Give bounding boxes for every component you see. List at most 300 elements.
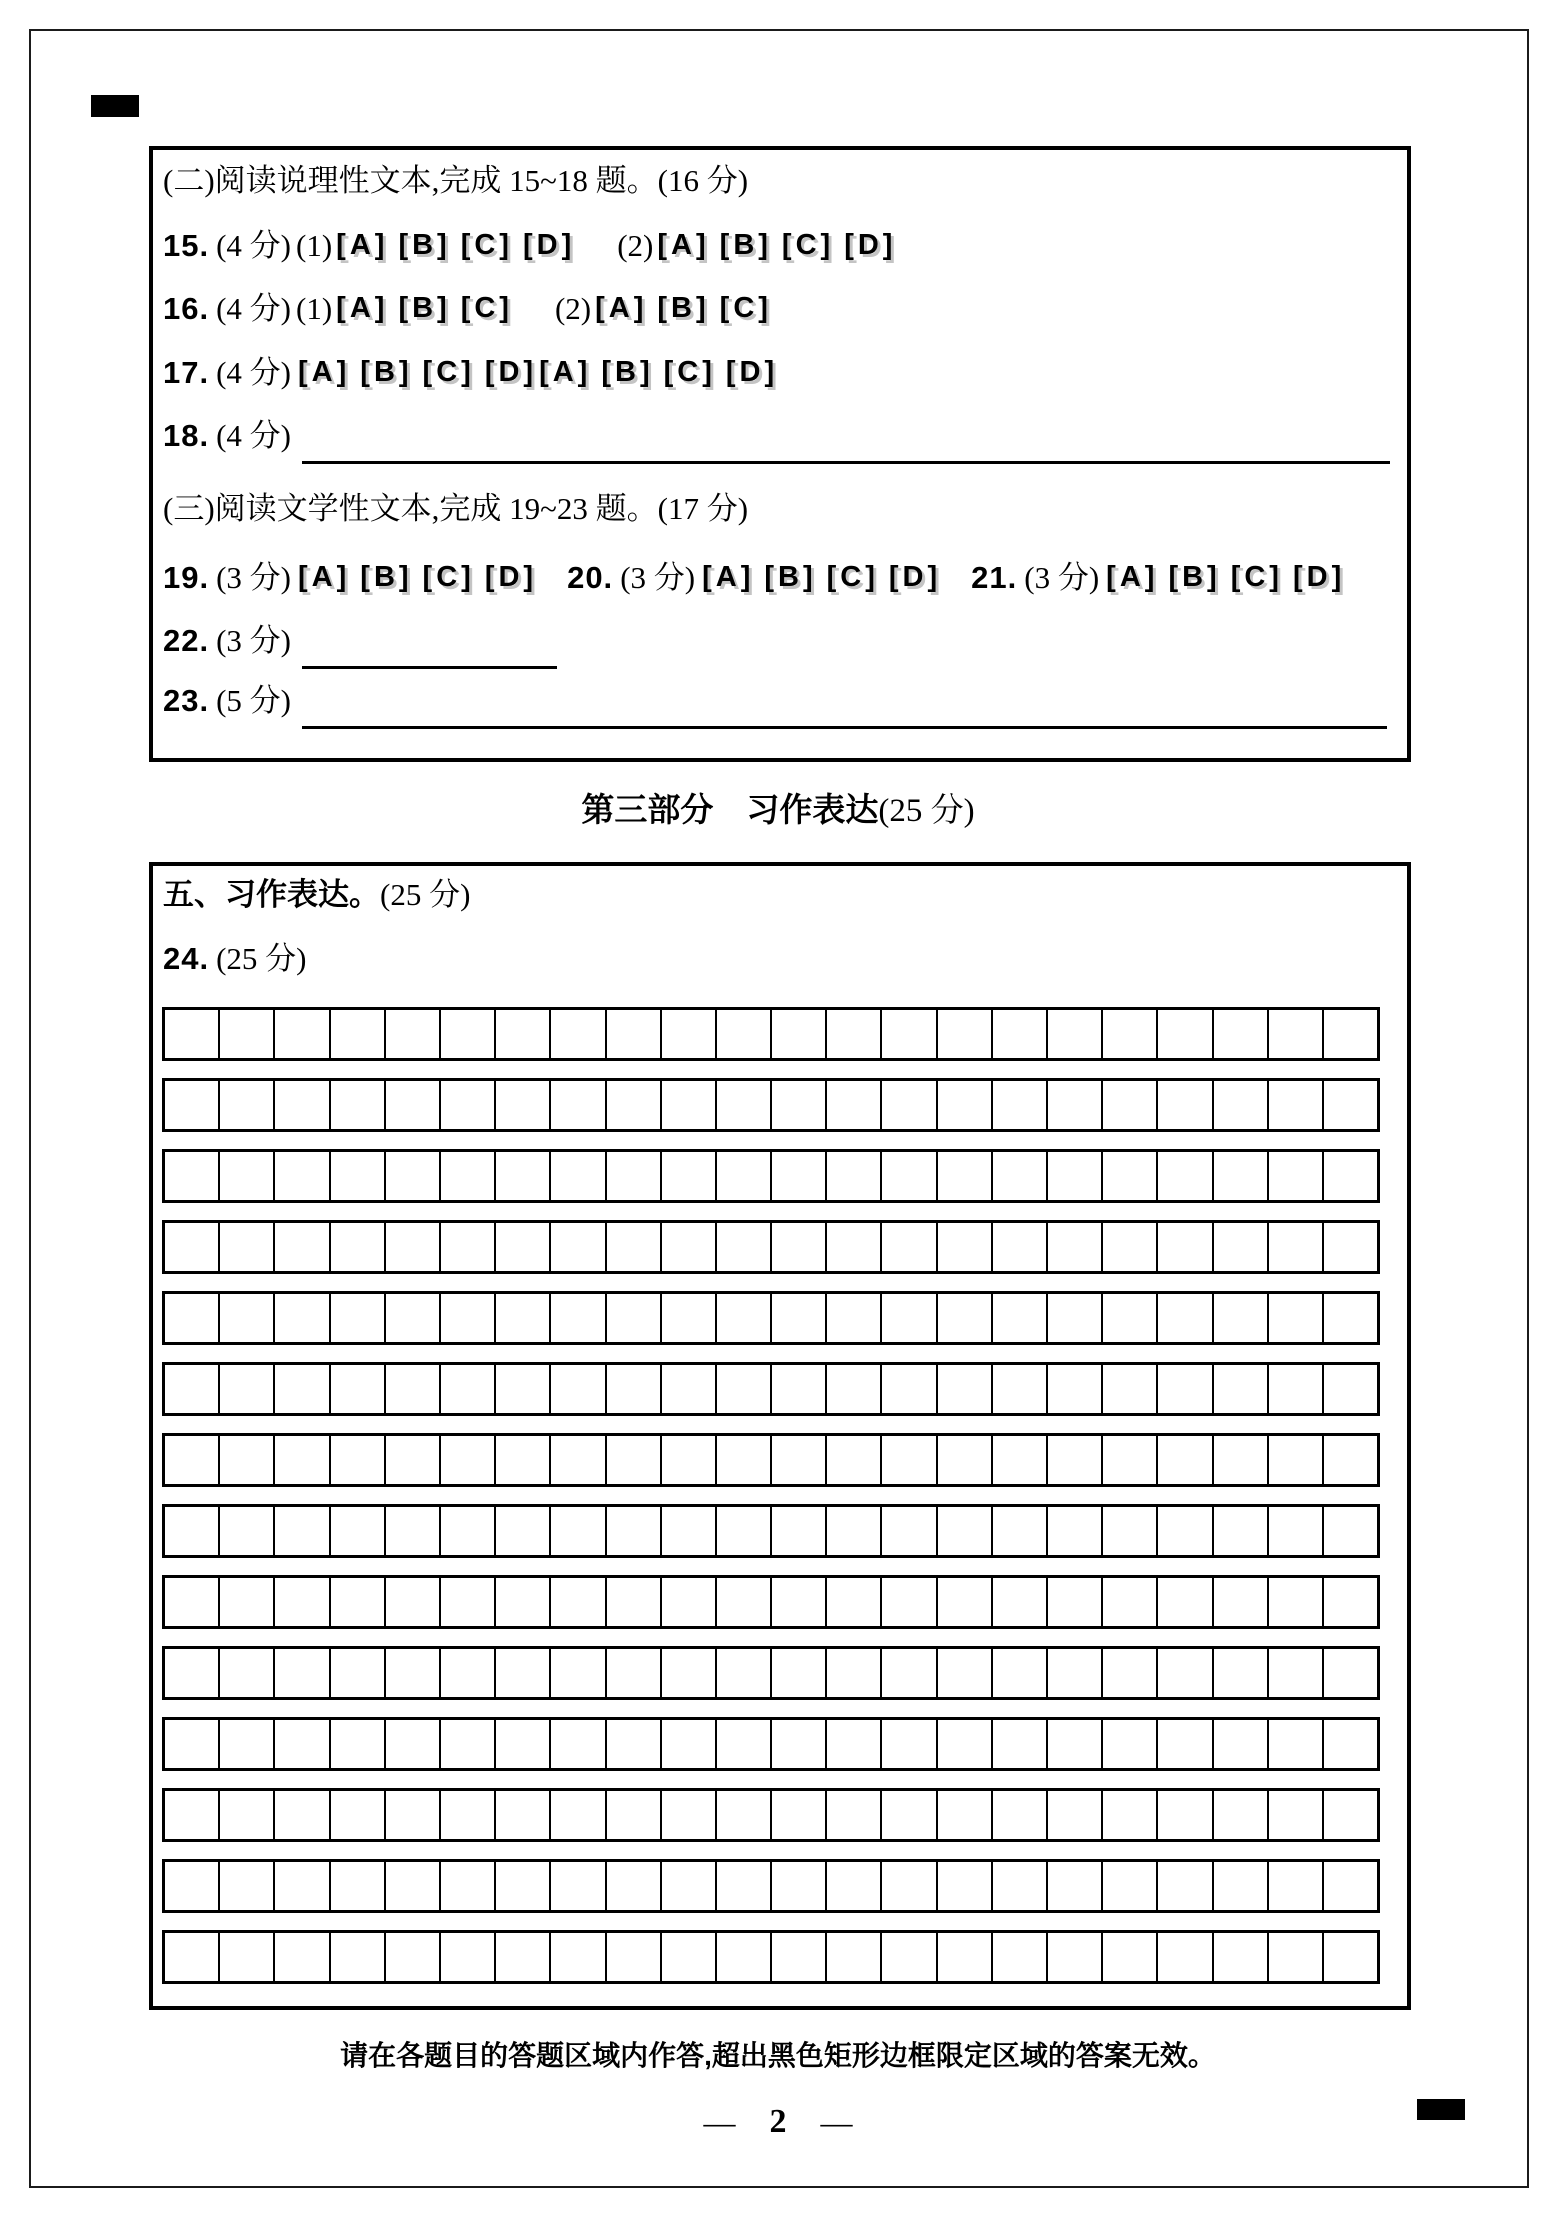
essay-grid-cell[interactable] <box>494 1010 549 1058</box>
essay-grid-cell[interactable] <box>825 1578 880 1626</box>
essay-grid-cell[interactable] <box>1267 1152 1322 1200</box>
essay-grid-cell[interactable] <box>991 1081 1046 1129</box>
essay-grid-cell[interactable] <box>1101 1649 1156 1697</box>
essay-grid-cell[interactable] <box>1046 1507 1101 1555</box>
essay-grid-cell[interactable] <box>1101 1365 1156 1413</box>
essay-grid-cell[interactable] <box>439 1862 494 1910</box>
essay-grid-cell[interactable] <box>549 1081 604 1129</box>
essay-grid-cell[interactable] <box>273 1862 328 1910</box>
essay-grid-cell[interactable] <box>880 1294 935 1342</box>
essay-grid-cell[interactable] <box>825 1152 880 1200</box>
option-bracket[interactable]: [C] <box>663 355 716 388</box>
essay-grid-cell[interactable] <box>770 1649 825 1697</box>
essay-grid-cell[interactable] <box>880 1720 935 1768</box>
essay-grid-cell[interactable] <box>1156 1010 1211 1058</box>
essay-grid-cell[interactable] <box>1212 1152 1267 1200</box>
essay-grid-cell[interactable] <box>770 1791 825 1839</box>
essay-grid-cell[interactable] <box>1267 1436 1322 1484</box>
essay-grid-cell[interactable] <box>605 1933 660 1981</box>
essay-grid-cell[interactable] <box>218 1507 273 1555</box>
essay-grid-cell[interactable] <box>605 1507 660 1555</box>
essay-grid-cell[interactable] <box>549 1010 604 1058</box>
essay-grid-cell[interactable] <box>329 1436 384 1484</box>
essay-grid-cell[interactable] <box>384 1294 439 1342</box>
essay-grid-cell[interactable] <box>880 1507 935 1555</box>
essay-grid-cell[interactable] <box>770 1436 825 1484</box>
essay-grid-cell[interactable] <box>1322 1933 1377 1981</box>
essay-grid-cell[interactable] <box>494 1933 549 1981</box>
essay-grid-cell[interactable] <box>936 1507 991 1555</box>
essay-grid-cell[interactable] <box>991 1365 1046 1413</box>
essay-grid-cell[interactable] <box>218 1791 273 1839</box>
essay-grid-cell[interactable] <box>1156 1081 1211 1129</box>
essay-grid-cell[interactable] <box>660 1081 715 1129</box>
essay-grid-cell[interactable] <box>549 1365 604 1413</box>
option-bracket[interactable]: [A] <box>1106 560 1159 593</box>
essay-grid-cell[interactable] <box>605 1862 660 1910</box>
essay-grid-cell[interactable] <box>1322 1365 1377 1413</box>
essay-grid-cell[interactable] <box>439 1152 494 1200</box>
essay-grid-cell[interactable] <box>936 1294 991 1342</box>
essay-grid-cell[interactable] <box>1322 1436 1377 1484</box>
option-bracket[interactable]: [B] <box>764 560 817 593</box>
essay-grid-cell[interactable] <box>1046 1081 1101 1129</box>
essay-grid-cell[interactable] <box>273 1791 328 1839</box>
essay-grid-cell[interactable] <box>218 1436 273 1484</box>
essay-grid-cell[interactable] <box>218 1365 273 1413</box>
essay-grid-cell[interactable] <box>1101 1223 1156 1271</box>
essay-grid-cell[interactable] <box>549 1507 604 1555</box>
essay-grid-cell[interactable] <box>1156 1365 1211 1413</box>
essay-grid-cell[interactable] <box>1046 1649 1101 1697</box>
essay-grid-cell[interactable] <box>549 1436 604 1484</box>
essay-grid-cell[interactable] <box>1267 1933 1322 1981</box>
essay-grid-cell[interactable] <box>825 1365 880 1413</box>
essay-grid-cell[interactable] <box>273 1152 328 1200</box>
essay-grid-cell[interactable] <box>329 1791 384 1839</box>
essay-grid-cell[interactable] <box>329 1649 384 1697</box>
essay-grid-cell[interactable] <box>1267 1081 1322 1129</box>
essay-grid-cell[interactable] <box>1322 1294 1377 1342</box>
essay-grid-cell[interactable] <box>329 1933 384 1981</box>
essay-grid-cell[interactable] <box>549 1152 604 1200</box>
essay-grid-cell[interactable] <box>165 1862 218 1910</box>
essay-grid-cell[interactable] <box>770 1862 825 1910</box>
essay-grid-cell[interactable] <box>218 1862 273 1910</box>
essay-grid-cell[interactable] <box>439 1578 494 1626</box>
essay-grid-cell[interactable] <box>605 1720 660 1768</box>
essay-grid-cell[interactable] <box>605 1436 660 1484</box>
essay-grid-cell[interactable] <box>273 1010 328 1058</box>
essay-grid-cell[interactable] <box>1212 1081 1267 1129</box>
option-bracket[interactable]: [D] <box>522 228 576 261</box>
essay-grid-cell[interactable] <box>494 1081 549 1129</box>
essay-grid-cell[interactable] <box>770 1010 825 1058</box>
essay-grid-cell[interactable] <box>1267 1578 1322 1626</box>
essay-grid-cell[interactable] <box>1046 1365 1101 1413</box>
essay-grid-cell[interactable] <box>991 1933 1046 1981</box>
option-bracket[interactable]: [C] <box>460 291 513 324</box>
essay-grid-cell[interactable] <box>1212 1933 1267 1981</box>
essay-grid-cell[interactable] <box>494 1223 549 1271</box>
essay-grid-cell[interactable] <box>1267 1294 1322 1342</box>
essay-grid-cell[interactable] <box>825 1933 880 1981</box>
essay-grid-cell[interactable] <box>825 1294 880 1342</box>
essay-grid-cell[interactable] <box>384 1507 439 1555</box>
essay-grid-cell[interactable] <box>1156 1649 1211 1697</box>
essay-grid-cell[interactable] <box>991 1294 1046 1342</box>
essay-grid-cell[interactable] <box>770 1152 825 1200</box>
essay-grid-cell[interactable] <box>1101 1862 1156 1910</box>
essay-grid-cell[interactable] <box>715 1152 770 1200</box>
essay-grid-cell[interactable] <box>273 1720 328 1768</box>
essay-grid-cell[interactable] <box>715 1365 770 1413</box>
essay-grid-cell[interactable] <box>991 1862 1046 1910</box>
essay-grid-cell[interactable] <box>273 1578 328 1626</box>
essay-grid-cell[interactable] <box>494 1791 549 1839</box>
essay-grid-cell[interactable] <box>605 1649 660 1697</box>
essay-grid-cell[interactable] <box>218 1649 273 1697</box>
essay-grid-cell[interactable] <box>165 1223 218 1271</box>
option-bracket[interactable]: [B] <box>601 355 654 388</box>
essay-grid-cell[interactable] <box>218 1720 273 1768</box>
option-bracket[interactable]: [C] <box>719 291 772 324</box>
essay-grid-cell[interactable] <box>880 1223 935 1271</box>
essay-grid-cell[interactable] <box>991 1152 1046 1200</box>
option-bracket[interactable]: [A] <box>336 291 389 324</box>
essay-grid-cell[interactable] <box>165 1010 218 1058</box>
essay-grid-cell[interactable] <box>273 1507 328 1555</box>
essay-grid-cell[interactable] <box>1101 1791 1156 1839</box>
option-bracket[interactable]: [A] <box>702 560 755 593</box>
essay-grid-cell[interactable] <box>825 1081 880 1129</box>
essay-grid-cell[interactable] <box>660 1933 715 1981</box>
essay-grid-cell[interactable] <box>1101 1436 1156 1484</box>
option-bracket[interactable]: [A] <box>595 291 648 324</box>
essay-grid-cell[interactable] <box>329 1365 384 1413</box>
essay-grid-cell[interactable] <box>1046 1152 1101 1200</box>
essay-grid-cell[interactable] <box>549 1862 604 1910</box>
option-bracket[interactable]: [D] <box>484 560 538 593</box>
essay-grid-cell[interactable] <box>715 1862 770 1910</box>
essay-grid-cell[interactable] <box>439 1223 494 1271</box>
essay-grid-cell[interactable] <box>218 1010 273 1058</box>
essay-grid-cell[interactable] <box>1101 1578 1156 1626</box>
option-bracket[interactable]: [B] <box>398 228 451 261</box>
essay-grid-cell[interactable] <box>660 1791 715 1839</box>
essay-grid-cell[interactable] <box>439 1507 494 1555</box>
essay-grid-cell[interactable] <box>329 1720 384 1768</box>
essay-grid-cell[interactable] <box>439 1649 494 1697</box>
essay-grid-cell[interactable] <box>329 1081 384 1129</box>
essay-grid-cell[interactable] <box>715 1294 770 1342</box>
essay-grid-cell[interactable] <box>1322 1862 1377 1910</box>
essay-grid-cell[interactable] <box>549 1720 604 1768</box>
essay-grid-cell[interactable] <box>825 1010 880 1058</box>
essay-grid-cell[interactable] <box>715 1507 770 1555</box>
essay-grid-cell[interactable] <box>770 1933 825 1981</box>
essay-grid-cell[interactable] <box>715 1791 770 1839</box>
essay-grid-cell[interactable] <box>936 1081 991 1129</box>
essay-grid-cell[interactable] <box>770 1507 825 1555</box>
essay-grid-cell[interactable] <box>605 1223 660 1271</box>
option-bracket[interactable]: [A] <box>298 355 351 388</box>
option-bracket[interactable]: [C] <box>781 228 835 261</box>
essay-grid-cell[interactable] <box>494 1649 549 1697</box>
essay-grid-cell[interactable] <box>1212 1862 1267 1910</box>
essay-grid-cell[interactable] <box>494 1152 549 1200</box>
essay-grid-cell[interactable] <box>165 1365 218 1413</box>
essay-grid-cell[interactable] <box>1101 1720 1156 1768</box>
essay-grid-cell[interactable] <box>439 1294 494 1342</box>
question-18-answer-line[interactable] <box>302 423 1390 464</box>
essay-grid-cell[interactable] <box>494 1507 549 1555</box>
essay-grid-cell[interactable] <box>770 1294 825 1342</box>
essay-grid-cell[interactable] <box>605 1791 660 1839</box>
essay-grid-cell[interactable] <box>439 1081 494 1129</box>
essay-grid-cell[interactable] <box>936 1365 991 1413</box>
option-bracket[interactable]: [D] <box>484 355 538 388</box>
essay-grid-cell[interactable] <box>1156 1223 1211 1271</box>
essay-grid-cell[interactable] <box>1267 1862 1322 1910</box>
essay-grid-cell[interactable] <box>991 1649 1046 1697</box>
essay-grid-cell[interactable] <box>549 1223 604 1271</box>
essay-grid-cell[interactable] <box>660 1578 715 1626</box>
essay-grid-cell[interactable] <box>660 1010 715 1058</box>
essay-grid-cell[interactable] <box>1212 1010 1267 1058</box>
option-bracket[interactable]: [A] <box>539 355 592 388</box>
essay-grid-cell[interactable] <box>1156 1294 1211 1342</box>
essay-grid-cell[interactable] <box>384 1365 439 1413</box>
essay-grid-cell[interactable] <box>1046 1720 1101 1768</box>
essay-grid-cell[interactable] <box>165 1720 218 1768</box>
essay-grid-cell[interactable] <box>1212 1436 1267 1484</box>
essay-grid-cell[interactable] <box>329 1862 384 1910</box>
essay-grid-cell[interactable] <box>1156 1791 1211 1839</box>
essay-grid-cell[interactable] <box>991 1436 1046 1484</box>
essay-grid-cell[interactable] <box>660 1862 715 1910</box>
essay-grid-cell[interactable] <box>1267 1223 1322 1271</box>
option-bracket[interactable]: [D] <box>1292 560 1346 593</box>
essay-grid-cell[interactable] <box>273 1081 328 1129</box>
essay-grid-cell[interactable] <box>165 1436 218 1484</box>
essay-grid-cell[interactable] <box>1212 1365 1267 1413</box>
essay-grid-cell[interactable] <box>494 1436 549 1484</box>
essay-grid-cell[interactable] <box>165 1294 218 1342</box>
essay-grid-cell[interactable] <box>494 1294 549 1342</box>
essay-grid-cell[interactable] <box>165 1081 218 1129</box>
essay-grid-cell[interactable] <box>1322 1152 1377 1200</box>
essay-grid-cell[interactable] <box>605 1152 660 1200</box>
essay-grid-cell[interactable] <box>880 1436 935 1484</box>
essay-grid-cell[interactable] <box>715 1720 770 1768</box>
essay-grid-cell[interactable] <box>770 1223 825 1271</box>
essay-grid-cell[interactable] <box>715 1223 770 1271</box>
essay-grid-cell[interactable] <box>1267 1365 1322 1413</box>
essay-grid-cell[interactable] <box>549 1578 604 1626</box>
essay-grid-cell[interactable] <box>439 1010 494 1058</box>
essay-grid-cell[interactable] <box>825 1223 880 1271</box>
essay-grid-cell[interactable] <box>991 1578 1046 1626</box>
essay-grid-cell[interactable] <box>770 1578 825 1626</box>
essay-grid-cell[interactable] <box>660 1436 715 1484</box>
essay-grid-cell[interactable] <box>1322 1010 1377 1058</box>
essay-grid-cell[interactable] <box>936 1720 991 1768</box>
essay-grid-cell[interactable] <box>936 1436 991 1484</box>
option-bracket[interactable]: [A] <box>298 560 351 593</box>
essay-grid-cell[interactable] <box>1156 1152 1211 1200</box>
essay-grid-cell[interactable] <box>384 1578 439 1626</box>
essay-grid-cell[interactable] <box>1212 1578 1267 1626</box>
essay-grid-cell[interactable] <box>549 1933 604 1981</box>
essay-grid-cell[interactable] <box>329 1010 384 1058</box>
essay-grid-cell[interactable] <box>1046 1933 1101 1981</box>
essay-grid-cell[interactable] <box>825 1791 880 1839</box>
essay-grid-cell[interactable] <box>439 1720 494 1768</box>
essay-grid-cell[interactable] <box>880 1862 935 1910</box>
essay-grid-cell[interactable] <box>770 1081 825 1129</box>
essay-grid-cell[interactable] <box>1156 1933 1211 1981</box>
option-bracket[interactable]: [A] <box>336 228 389 261</box>
essay-grid-cell[interactable] <box>384 1862 439 1910</box>
essay-grid-cell[interactable] <box>1101 1933 1156 1981</box>
essay-grid-cell[interactable] <box>660 1152 715 1200</box>
essay-grid-cell[interactable] <box>1212 1223 1267 1271</box>
option-bracket[interactable]: [C] <box>422 560 475 593</box>
essay-grid-cell[interactable] <box>880 1578 935 1626</box>
essay-grid-cell[interactable] <box>936 1649 991 1697</box>
essay-grid-cell[interactable] <box>165 1152 218 1200</box>
essay-grid-cell[interactable] <box>273 1294 328 1342</box>
essay-grid-cell[interactable] <box>329 1507 384 1555</box>
essay-grid-cell[interactable] <box>218 1294 273 1342</box>
essay-grid-cell[interactable] <box>936 1223 991 1271</box>
essay-grid-cell[interactable] <box>1156 1578 1211 1626</box>
essay-grid-cell[interactable] <box>384 1649 439 1697</box>
essay-grid-cell[interactable] <box>991 1223 1046 1271</box>
essay-grid-cell[interactable] <box>660 1720 715 1768</box>
essay-grid-cell[interactable] <box>1267 1720 1322 1768</box>
essay-grid-cell[interactable] <box>825 1649 880 1697</box>
essay-grid-cell[interactable] <box>1322 1649 1377 1697</box>
essay-grid-cell[interactable] <box>384 1152 439 1200</box>
essay-grid-cell[interactable] <box>1156 1436 1211 1484</box>
essay-grid-cell[interactable] <box>494 1365 549 1413</box>
option-bracket[interactable]: [A] <box>657 228 710 261</box>
option-bracket[interactable]: [D] <box>844 228 897 261</box>
essay-grid-cell[interactable] <box>1212 1649 1267 1697</box>
essay-grid-cell[interactable] <box>329 1223 384 1271</box>
essay-grid-cell[interactable] <box>715 1649 770 1697</box>
essay-grid-cell[interactable] <box>1156 1862 1211 1910</box>
option-bracket[interactable]: [B] <box>657 291 710 324</box>
essay-grid-cell[interactable] <box>218 1152 273 1200</box>
essay-grid-cell[interactable] <box>1046 1294 1101 1342</box>
essay-grid-cell[interactable] <box>991 1507 1046 1555</box>
essay-grid-cell[interactable] <box>1322 1791 1377 1839</box>
essay-grid-cell[interactable] <box>825 1862 880 1910</box>
essay-grid-cell[interactable] <box>384 1436 439 1484</box>
essay-grid-cell[interactable] <box>770 1365 825 1413</box>
essay-grid-cell[interactable] <box>660 1223 715 1271</box>
essay-grid-cell[interactable] <box>165 1933 218 1981</box>
question-23-answer-line[interactable] <box>302 688 1387 729</box>
essay-grid-cell[interactable] <box>880 1365 935 1413</box>
option-bracket[interactable]: [B] <box>1168 560 1221 593</box>
essay-grid-cell[interactable] <box>218 1081 273 1129</box>
essay-grid-cell[interactable] <box>770 1720 825 1768</box>
essay-grid-cell[interactable] <box>165 1791 218 1839</box>
option-bracket[interactable]: [D] <box>725 355 779 388</box>
essay-grid-cell[interactable] <box>494 1720 549 1768</box>
essay-grid-cell[interactable] <box>1046 1791 1101 1839</box>
essay-grid-cell[interactable] <box>273 1649 328 1697</box>
essay-grid-cell[interactable] <box>991 1720 1046 1768</box>
essay-grid-cell[interactable] <box>605 1010 660 1058</box>
essay-grid-cell[interactable] <box>936 1933 991 1981</box>
essay-grid-cell[interactable] <box>880 1649 935 1697</box>
essay-grid-cell[interactable] <box>439 1933 494 1981</box>
option-bracket[interactable]: [B] <box>719 228 772 261</box>
essay-grid-cell[interactable] <box>936 1010 991 1058</box>
essay-grid-cell[interactable] <box>660 1507 715 1555</box>
essay-grid-cell[interactable] <box>1046 1223 1101 1271</box>
option-bracket[interactable]: [C] <box>826 560 879 593</box>
essay-grid-cell[interactable] <box>439 1791 494 1839</box>
essay-grid-cell[interactable] <box>384 1791 439 1839</box>
essay-grid-cell[interactable] <box>1046 1436 1101 1484</box>
essay-grid-cell[interactable] <box>384 1933 439 1981</box>
essay-grid-cell[interactable] <box>494 1578 549 1626</box>
essay-grid-cell[interactable] <box>715 1081 770 1129</box>
essay-grid-cell[interactable] <box>1322 1720 1377 1768</box>
essay-grid-cell[interactable] <box>329 1152 384 1200</box>
essay-grid-cell[interactable] <box>329 1294 384 1342</box>
essay-grid-cell[interactable] <box>991 1010 1046 1058</box>
essay-grid-cell[interactable] <box>880 1081 935 1129</box>
option-bracket[interactable]: [B] <box>360 355 413 388</box>
essay-grid-cell[interactable] <box>1267 1507 1322 1555</box>
essay-grid-cell[interactable] <box>165 1507 218 1555</box>
essay-grid-cell[interactable] <box>660 1649 715 1697</box>
essay-grid-cell[interactable] <box>218 1223 273 1271</box>
essay-grid-cell[interactable] <box>880 1010 935 1058</box>
essay-grid-cell[interactable] <box>384 1720 439 1768</box>
essay-grid-cell[interactable] <box>165 1578 218 1626</box>
essay-grid-cell[interactable] <box>329 1578 384 1626</box>
essay-grid-cell[interactable] <box>1046 1578 1101 1626</box>
essay-grid-cell[interactable] <box>218 1933 273 1981</box>
essay-grid-cell[interactable] <box>1212 1507 1267 1555</box>
essay-grid-cell[interactable] <box>715 1010 770 1058</box>
essay-grid-cell[interactable] <box>1322 1578 1377 1626</box>
essay-grid-cell[interactable] <box>880 1933 935 1981</box>
essay-grid-cell[interactable] <box>165 1649 218 1697</box>
option-bracket[interactable]: [B] <box>398 291 451 324</box>
essay-grid-cell[interactable] <box>605 1578 660 1626</box>
essay-grid-cell[interactable] <box>1156 1507 1211 1555</box>
essay-grid-cell[interactable] <box>384 1223 439 1271</box>
essay-grid-cell[interactable] <box>605 1081 660 1129</box>
essay-grid-cell[interactable] <box>936 1862 991 1910</box>
essay-grid-cell[interactable] <box>1156 1720 1211 1768</box>
essay-grid-cell[interactable] <box>936 1791 991 1839</box>
option-bracket[interactable]: [C] <box>422 355 475 388</box>
essay-grid-cell[interactable] <box>273 1365 328 1413</box>
essay-grid-cell[interactable] <box>605 1365 660 1413</box>
essay-grid-cell[interactable] <box>715 1436 770 1484</box>
option-bracket[interactable]: [C] <box>1230 560 1283 593</box>
